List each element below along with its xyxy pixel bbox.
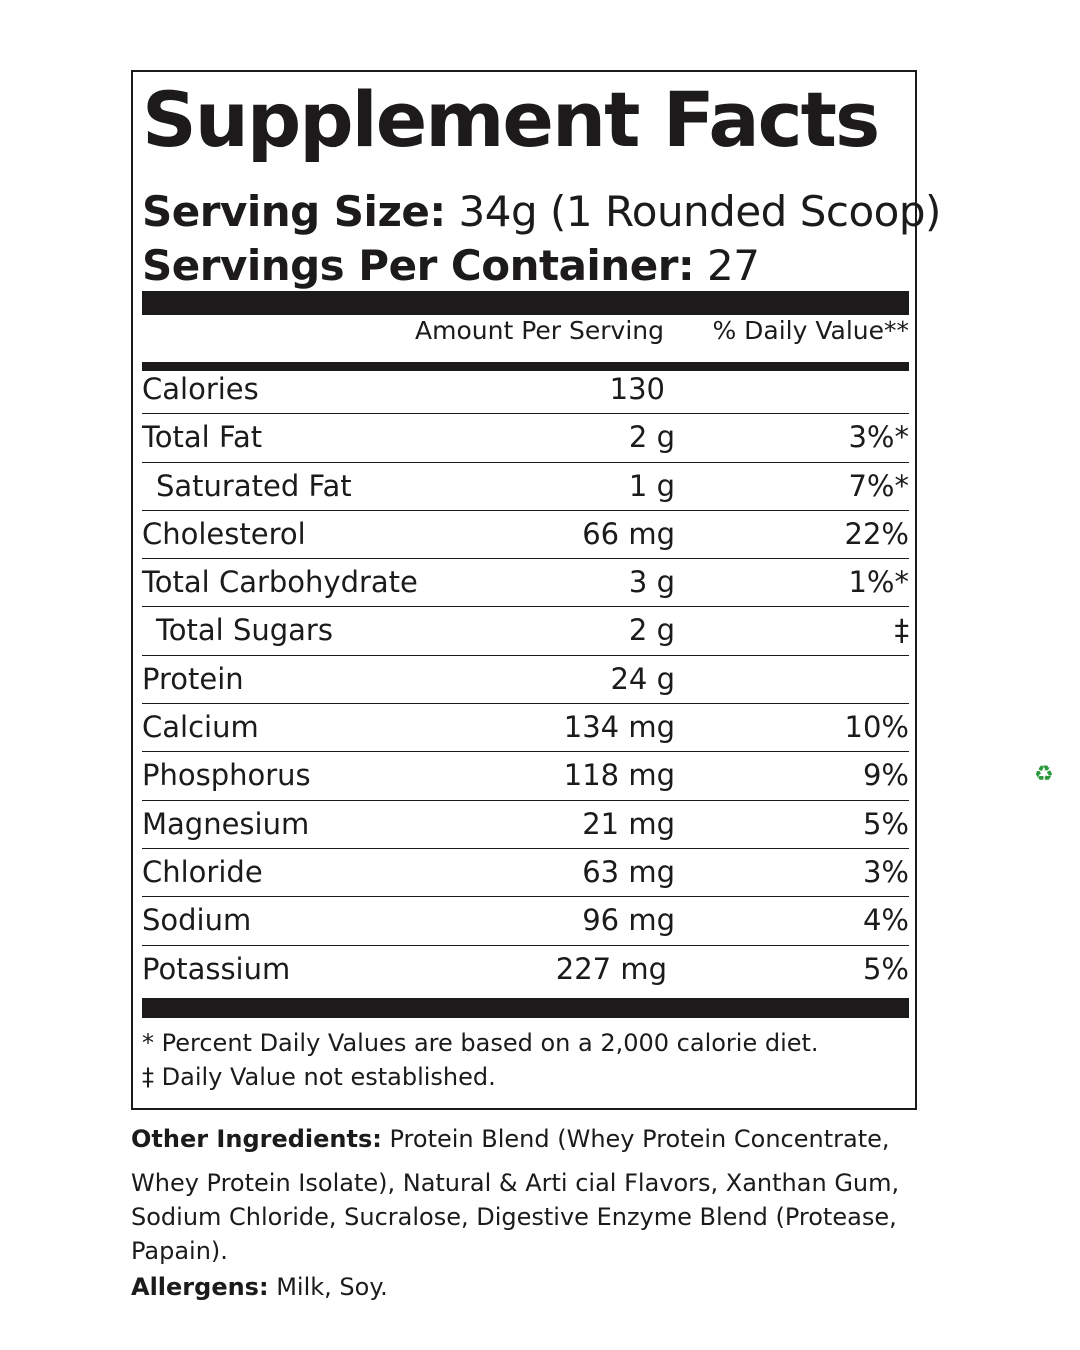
nutrient-daily-value: 5% — [862, 806, 909, 841]
nutrient-daily-value: ‡ — [894, 613, 909, 648]
column-header-amount: Amount Per Serving — [415, 316, 664, 345]
footnote-daily-value-not-established: ‡ Daily Value not established. — [142, 1063, 496, 1091]
nutrient-row-cholesterol — [142, 511, 909, 559]
nutrient-amount: 227 mg — [555, 951, 667, 986]
allergens-label: Allergens: — [131, 1273, 269, 1301]
allergens-value: Milk, Soy. — [268, 1273, 388, 1301]
nutrient-daily-value: 3% — [862, 854, 909, 889]
nutrient-name: Sodium — [142, 903, 252, 938]
nutrient-name: Phosphorus — [142, 758, 311, 793]
serving-size — [142, 186, 941, 238]
other-ingredients-label: Other Ingredients: — [131, 1125, 382, 1153]
nutrient-amount: 1 g — [628, 468, 675, 503]
other-ingredients-line-1: Protein Blend (Whey Protein Concentrate, — [381, 1125, 890, 1153]
servings-per-container-label: Servings Per Container: — [142, 241, 695, 290]
nutrient-amount: 3 g — [628, 565, 675, 600]
footnote-percent-daily-values: * Percent Daily Values are based on a 2,000 calorie diet. — [142, 1029, 819, 1057]
serving-size-label: Serving Size: — [142, 187, 446, 236]
other-ingredients-line-2: Whey Protein Isolate), Natural & Arti cial Flavors, Xanthan Gum, — [131, 1169, 900, 1197]
nutrient-row-total-sugars — [142, 607, 909, 655]
nutrient-name: Cholesterol — [142, 516, 306, 551]
nutrient-daily-value: 10% — [844, 710, 909, 745]
nutrient-amount: 118 mg — [563, 758, 675, 793]
nutrient-amount: 2 g — [628, 613, 675, 648]
nutrient-daily-value: 4% — [862, 903, 909, 938]
nutrient-amount: 66 mg — [582, 516, 675, 551]
servings-per-container — [142, 240, 760, 292]
nutrient-name: Protein — [142, 661, 244, 696]
nutrient-daily-value: 5% — [862, 951, 909, 986]
nutrient-amount: 24 g — [610, 661, 675, 696]
nutrient-name: Magnesium — [142, 806, 310, 841]
nutrient-row-saturated-fat — [142, 463, 909, 511]
nutrient-name: Calcium — [142, 710, 259, 745]
nutrient-row-potassium — [142, 946, 909, 994]
nutrient-amount: 96 mg — [582, 903, 675, 938]
nutrient-amount: 21 mg — [582, 806, 675, 841]
nutrient-daily-value: 22% — [844, 516, 909, 551]
nutrient-row-magnesium — [142, 801, 909, 849]
nutrient-row-calcium — [142, 704, 909, 752]
recycle-icon: ♻ — [1034, 762, 1054, 787]
thick-divider-top — [142, 291, 909, 315]
thick-divider-bottom — [142, 998, 909, 1018]
nutrient-name: Calories — [142, 372, 259, 406]
nutrient-daily-value: 1%* — [848, 565, 909, 600]
nutrient-amount: 134 mg — [563, 710, 675, 745]
servings-per-container-value: 27 — [694, 241, 760, 290]
nutrient-row-sodium — [142, 897, 909, 945]
nutrient-amount: 2 g — [628, 420, 675, 455]
nutrient-row-total-carbohydrate — [142, 559, 909, 607]
other-ingredients-line-3: Sodium Chloride, Sucralose, Digestive Enzyme Blend (Protease, — [131, 1203, 897, 1231]
nutrient-row-protein — [142, 656, 909, 704]
nutrient-row-phosphorus — [142, 752, 909, 800]
other-ingredients — [131, 1122, 911, 1156]
column-header-daily-value: % Daily Value** — [712, 316, 909, 345]
nutrient-name: Total Fat — [142, 420, 263, 455]
nutrient-name: Chloride — [142, 854, 263, 889]
nutrient-name: Total Sugars — [156, 613, 333, 648]
nutrient-daily-value: 3%* — [848, 420, 909, 455]
nutrient-row-total-fat — [142, 414, 909, 462]
nutrient-row-chloride — [142, 849, 909, 897]
allergens — [131, 1270, 911, 1304]
panel-title: Supplement Facts — [142, 75, 879, 164]
nutrient-row-calories — [142, 366, 909, 414]
nutrient-amount: 63 mg — [582, 854, 675, 889]
nutrient-amount: 130 — [609, 372, 665, 406]
nutrient-name: Total Carbohydrate — [142, 565, 418, 600]
nutrient-table — [142, 366, 909, 994]
nutrient-daily-value: 7%* — [848, 468, 909, 503]
nutrient-name: Potassium — [142, 951, 291, 986]
nutrient-daily-value: 9% — [862, 758, 909, 793]
other-ingredients-line-4: Papain). — [131, 1237, 228, 1265]
serving-size-value: 34g (1 Rounded Scoop) — [445, 187, 941, 236]
nutrient-name: Saturated Fat — [156, 468, 352, 503]
